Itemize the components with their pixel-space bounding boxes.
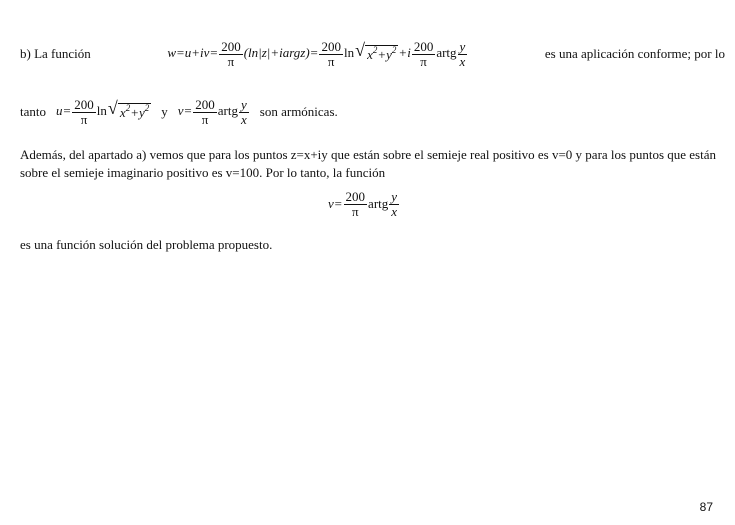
page-number: 87 (699, 500, 713, 514)
equation-w (167, 40, 468, 68)
eq-mid: (ln|z|+iargz)= (243, 45, 319, 61)
radical-sign: √ (355, 40, 365, 61)
paragraph-ademas: Además, del apartado a) vemos que para los puntos z=x+iy que están sobre el semieje real positivo es v=0 y para los puntos que están sobre el semieje imaginario positivo es v=100. Por lo tanto, la función (20, 147, 717, 180)
sqrt-expression: √ $x^2+y^2$ (355, 40, 397, 63)
equation-display-v: v= $\frac{200}{\pi}$ artg $\frac{y}{x}$ (328, 189, 398, 219)
equation-u: u= $\frac{200}{\pi}$ ln √ $x^2+y^2$ (56, 97, 150, 127)
paragraph-b (20, 40, 725, 68)
eq-lhs: w=u+iv= (167, 45, 219, 61)
paragraph-final: es una función solución del problema propuesto. (20, 237, 273, 252)
frac-200-pi-3: $\frac{200}{\pi}$ (413, 39, 434, 69)
frac-200-pi-u: $\frac{200}{\pi}$ (74, 97, 94, 127)
frac-200-pi: $\frac{200}{\pi}$ (221, 39, 241, 69)
tanto-prefix: tanto (20, 104, 46, 120)
equation-v: v= $\frac{200}{\pi}$ artg $\frac{y}{x}$ (177, 97, 247, 127)
frac-y-x-display: $\frac{y}{x}$ (391, 189, 398, 219)
tanto-suffix: son armónicas. (259, 104, 338, 120)
radical-sign: √ (107, 98, 118, 119)
frac-200-pi-display: $\frac{200}{\pi}$ (345, 189, 366, 219)
sqrt-expression-u: √ $x^2+y^2$ (107, 98, 150, 121)
frac-y-x-v: $\frac{y}{x}$ (241, 97, 247, 127)
plus-i: +i (398, 45, 411, 61)
frac-y-x: $\frac{y}{x}$ (459, 39, 466, 69)
artg-text: artg (436, 45, 457, 61)
paragraph-b-prefix: b) La función (20, 46, 91, 62)
paragraph-b-suffix: es una aplicación conforme; por lo (544, 46, 725, 62)
tanto-conj: y (161, 104, 168, 120)
frac-200-pi-v: $\frac{200}{\pi}$ (195, 97, 215, 127)
ln-text: ln (343, 45, 355, 61)
frac-200-pi-2: $\frac{200}{\pi}$ (321, 39, 341, 69)
paragraph-tanto (20, 98, 338, 126)
